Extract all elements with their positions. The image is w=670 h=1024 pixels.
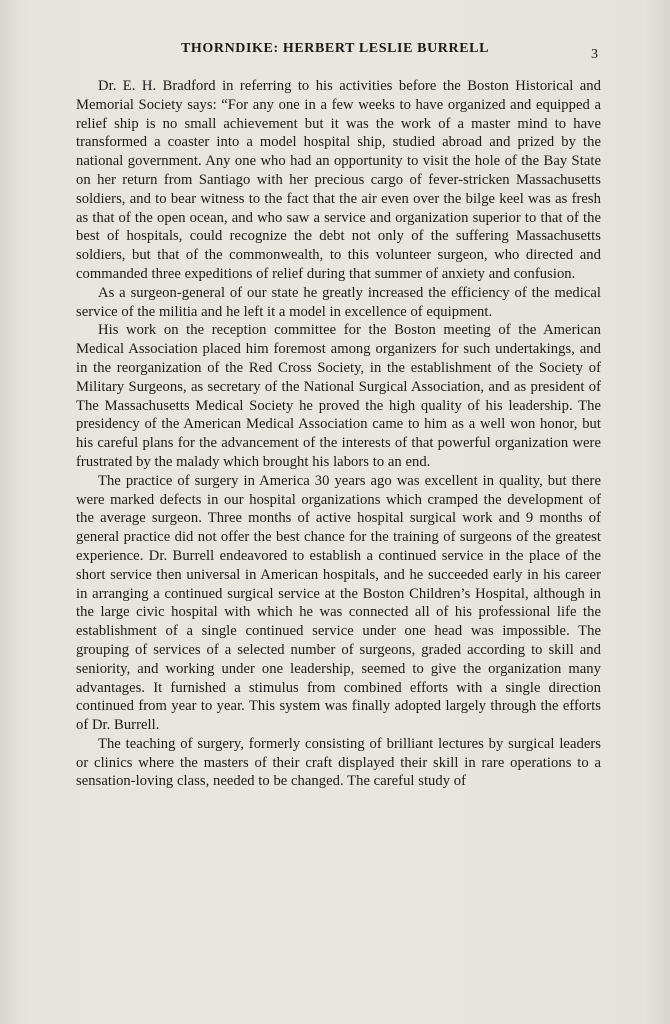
paragraph-practice-of-surgery: The practice of surgery in America 30 years ago was excellent in quality, but there were marked defects in our hospital organizations which cramped the development of the average surgeon. Three months of active hospital surgical work and 9 months of general practice did not offer the best chance for the training of surgeons of the greatest experience. Dr. Burrell endeavored to establish a continued service in the place of the short service then universal in American hospitals, and he succeeded early in his career in arranging a continued surgical service at the Boston Children’s Hospital, although in the large civic hospital with which he was connected all of his professional life the establishment of a single continued service under one head was impossible. The grouping of services of a selected number of surgeons, graded according to skill and seniority, and working under one leadership, seemed to give the organization many advantages. It furnished a stimulus from combined efforts with a single direction continued from year to year. This system was finally adopted largely through the efforts of Dr. Burrell. <box>76 472 601 734</box>
paragraph-reception-committee: His work on the reception committee for the Boston meeting of the American Medical Association placed him foremost among organizers for such undertakings, and in the reorganization of the Red Cross Society, in the establishment of the Society of Military Surgeons, as secretary of the National Surgical Association, and as president of The Massachusetts Medical Society he proved the high quality of his leadership. The presidency of the American Medical Association came to him as a well won honor, but his careful plans for the advancement of the interests of that powerful organization were frustrated by the malady which brought his labors to an end. <box>76 322 601 470</box>
paragraph-surgeon-general: As a surgeon-general of our state he greatly increased the efficiency of the medical service of the militia and he left it a model in excellence of equipment. <box>76 284 601 320</box>
running-head: THORNDIKE: HERBERT LESLIE BURRELL <box>180 41 490 56</box>
paragraph-bradford-quote: Dr. E. H. Bradford in referring to his activities before the Boston Historical and Memorial Society says: “For any one in a few weeks to have organized and equipped a relief ship is no small achievement but it was the work of a master mind to have transformed a coaster into a model hospital ship, studied abroad and prized by the national government. Any one who had an opportunity to visit the hole of the Bay State on her return from Santiago with her precious cargo of fever-stricken Massachusetts soldiers, and to bear witness to the fact that the air even over the bilge keel was as fresh as that of the open ocean, and who saw a service and organization superior to that of the best of hospitals, could recognize the debt not only of the suffering Massachusetts soldiers, but that of the commonwealth, to this volunteer surgeon, who directed and commanded three expeditions of relief during that summer of anxiety and confusion. <box>76 78 601 282</box>
body-text <box>76 77 601 791</box>
paragraph-teaching-of-surgery: The teaching of surgery, formerly consisting of brilliant lectures by surgical leaders or clinics where the masters of their craft displayed their skill in rare operations to a sensation-loving class, needed to be changed. The careful study of <box>76 735 601 790</box>
page-number: 3 <box>591 47 598 62</box>
